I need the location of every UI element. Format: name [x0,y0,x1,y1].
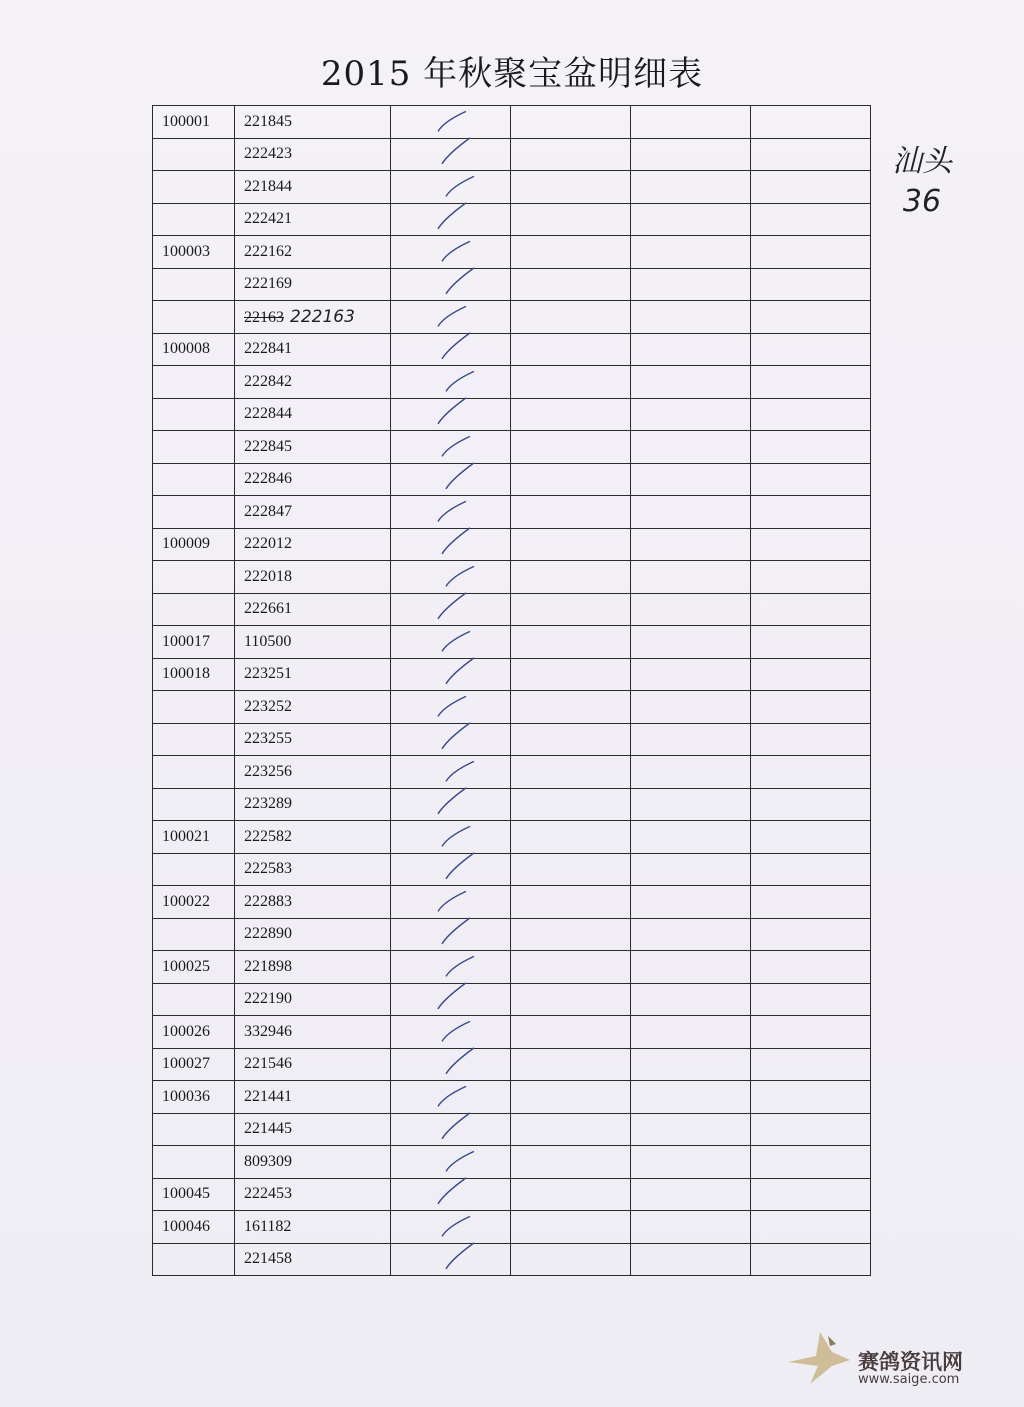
blank-cell [751,366,871,399]
blank-cell [631,1016,751,1049]
group-id-cell [153,203,235,236]
ring-number-cell: 222423 [235,138,391,171]
group-id-cell: 100025 [153,951,235,984]
blank-cell [511,626,631,659]
table-row [153,983,871,1016]
blank-cell [631,593,751,626]
blank-cell [631,171,751,204]
blank-cell [511,788,631,821]
blank-cell [631,1178,751,1211]
table-row [153,463,871,496]
blank-cell [391,723,511,756]
blank-cell [391,658,511,691]
document-title: 2015 年秋聚宝盆明细表 [320,54,704,94]
blank-cell [511,301,631,334]
blank-cell [511,528,631,561]
table-row [153,398,871,431]
ring-number-cell: 222844 [235,398,391,431]
blank-cell [631,528,751,561]
blank-cell [511,723,631,756]
blank-cell [751,138,871,171]
blank-cell [391,1178,511,1211]
blank-cell [391,853,511,886]
blank-cell [631,1048,751,1081]
watermark-url: www.saige.com [858,1372,960,1387]
table-row [153,561,871,594]
blank-cell [631,1211,751,1244]
blank-cell [511,1243,631,1276]
blank-cell [511,203,631,236]
blank-cell [391,1016,511,1049]
table-row [153,1016,871,1049]
blank-cell [391,398,511,431]
blank-cell [391,431,511,464]
ring-number-cell: 222661 [235,593,391,626]
blank-cell [751,496,871,529]
ring-number-cell: 809309 [235,1146,391,1179]
blank-cell [511,886,631,919]
table-row [153,1048,871,1081]
group-id-cell [153,853,235,886]
blank-cell [391,626,511,659]
blank-cell [511,106,631,139]
blank-cell [511,1146,631,1179]
table-row [153,1178,871,1211]
blank-cell [631,301,751,334]
blank-cell [751,1243,871,1276]
table-row [153,268,871,301]
blank-cell [631,431,751,464]
blank-cell [631,983,751,1016]
blank-cell [631,886,751,919]
group-id-cell [153,301,235,334]
blank-cell [511,918,631,951]
ring-number-cell: 223252 [235,691,391,724]
ring-number-cell: 161182 [235,1211,391,1244]
ring-number-cell [235,301,391,334]
ring-number-cell: 221458 [235,1243,391,1276]
blank-cell [391,1081,511,1114]
blank-cell [511,756,631,789]
table-row [153,106,871,139]
ring-number-cell: 222846 [235,463,391,496]
blank-cell [751,1048,871,1081]
group-id-cell [153,366,235,399]
ring-number-cell: 221898 [235,951,391,984]
ring-number-cell: 223289 [235,788,391,821]
blank-cell [631,1081,751,1114]
detail-table [152,105,871,1276]
blank-cell [391,203,511,236]
blank-cell [391,593,511,626]
blank-cell [391,138,511,171]
ring-number-cell: 223255 [235,723,391,756]
group-id-cell: 100045 [153,1178,235,1211]
ring-number-cell: 222841 [235,333,391,366]
blank-cell [751,853,871,886]
blank-cell [631,203,751,236]
blank-cell [751,691,871,724]
blank-cell [511,593,631,626]
table-row [153,593,871,626]
blank-cell [511,171,631,204]
ring-number-cell: 222453 [235,1178,391,1211]
ring-number-cell: 222890 [235,918,391,951]
ring-number-cell: 221546 [235,1048,391,1081]
group-id-cell: 100017 [153,626,235,659]
group-id-cell [153,171,235,204]
blank-cell [391,1211,511,1244]
blank-cell [391,463,511,496]
blank-cell [751,1081,871,1114]
blank-cell [391,756,511,789]
table-row [153,853,871,886]
table-row [153,691,871,724]
blank-cell [631,1113,751,1146]
blank-cell [751,106,871,139]
group-id-cell [153,1113,235,1146]
table-row [153,1146,871,1179]
ring-number-cell: 221844 [235,171,391,204]
group-id-cell [153,593,235,626]
ring-number-cell: 222012 [235,528,391,561]
blank-cell [631,333,751,366]
blank-cell [511,333,631,366]
blank-cell [391,268,511,301]
table-body [153,106,871,1276]
blank-cell [751,203,871,236]
table-row [153,333,871,366]
blank-cell [631,106,751,139]
ring-number-cell: 221845 [235,106,391,139]
ring-number-cell: 222845 [235,431,391,464]
table-row [153,1211,871,1244]
blank-cell [511,1016,631,1049]
blank-cell [511,983,631,1016]
blank-cell [751,886,871,919]
blank-cell [391,1048,511,1081]
blank-cell [391,886,511,919]
ring-number-cell: 222018 [235,561,391,594]
group-id-cell [153,788,235,821]
blank-cell [511,268,631,301]
blank-cell [751,1016,871,1049]
blank-cell [391,106,511,139]
blank-cell [631,268,751,301]
table-row [153,203,871,236]
blank-cell [511,821,631,854]
table-row [153,886,871,919]
blank-cell [751,723,871,756]
ring-number-cell: 222842 [235,366,391,399]
struck-ring-number: 22163 [244,308,284,326]
blank-cell [511,1081,631,1114]
blank-cell [751,1113,871,1146]
table-row [153,496,871,529]
blank-cell [511,138,631,171]
blank-cell [631,853,751,886]
group-id-cell [153,983,235,1016]
blank-cell [751,171,871,204]
blank-cell [511,951,631,984]
ring-number-cell: 222190 [235,983,391,1016]
blank-cell [511,496,631,529]
group-id-cell [153,431,235,464]
blank-cell [631,561,751,594]
table-row [153,626,871,659]
group-id-cell: 100027 [153,1048,235,1081]
blank-cell [391,561,511,594]
blank-cell [391,366,511,399]
ring-number-cell: 222162 [235,236,391,269]
group-id-cell: 100009 [153,528,235,561]
blank-cell [511,658,631,691]
blank-cell [391,1146,511,1179]
handwritten-margin-note [892,142,952,222]
blank-cell [631,463,751,496]
blank-cell [511,561,631,594]
ring-number-cell: 222169 [235,268,391,301]
group-id-cell [153,691,235,724]
blank-cell [751,1146,871,1179]
blank-cell [511,398,631,431]
table-row [153,431,871,464]
blank-cell [631,691,751,724]
blank-cell [751,918,871,951]
table-row [153,366,871,399]
blank-cell [511,236,631,269]
blank-cell [631,821,751,854]
blank-cell [751,951,871,984]
ring-number-cell: 221445 [235,1113,391,1146]
blank-cell [751,626,871,659]
blank-cell [511,1113,631,1146]
group-id-cell: 100018 [153,658,235,691]
group-id-cell [153,756,235,789]
table-row [153,1243,871,1276]
blank-cell [511,1048,631,1081]
blank-cell [751,528,871,561]
table-row [153,821,871,854]
group-id-cell: 100021 [153,821,235,854]
group-id-cell: 100008 [153,333,235,366]
blank-cell [631,138,751,171]
blank-cell [391,496,511,529]
ring-number-cell: 223251 [235,658,391,691]
blank-cell [751,236,871,269]
table-row [153,658,871,691]
group-id-cell [153,138,235,171]
blank-cell [751,301,871,334]
blank-cell [631,626,751,659]
blank-cell [391,1113,511,1146]
blank-cell [511,853,631,886]
blank-cell [631,1146,751,1179]
group-id-cell [153,268,235,301]
table-row [153,1113,871,1146]
margin-note-line2: 36 [902,184,942,219]
blank-cell [391,691,511,724]
group-id-cell: 100001 [153,106,235,139]
ring-number-cell: 221441 [235,1081,391,1114]
table-row [153,1081,871,1114]
group-id-cell [153,463,235,496]
blank-cell [631,236,751,269]
table-row [153,171,871,204]
group-id-cell [153,1243,235,1276]
ring-number-cell: 223256 [235,756,391,789]
blank-cell [631,1243,751,1276]
blank-cell [631,756,751,789]
blank-cell [751,756,871,789]
table-row [153,236,871,269]
blank-cell [631,496,751,529]
blank-cell [631,723,751,756]
table-row [153,301,871,334]
table-row [153,788,871,821]
blank-cell [391,951,511,984]
table-row [153,951,871,984]
table-row [153,723,871,756]
table-row [153,138,871,171]
ring-number-cell: 222883 [235,886,391,919]
watermark-site-name: 赛鸽资讯网 [858,1350,963,1374]
blank-cell [391,1243,511,1276]
group-id-cell: 100046 [153,1211,235,1244]
blank-cell [511,691,631,724]
blank-cell [511,463,631,496]
blank-cell [511,431,631,464]
blank-cell [391,171,511,204]
group-id-cell [153,561,235,594]
blank-cell [631,366,751,399]
table-row [153,918,871,951]
blank-cell [631,658,751,691]
group-id-cell: 100003 [153,236,235,269]
handwritten-correction: 222163 [290,306,355,327]
table-row [153,756,871,789]
blank-cell [511,1178,631,1211]
ring-number-cell: 222583 [235,853,391,886]
group-id-cell [153,723,235,756]
ring-number-cell: 110500 [235,626,391,659]
blank-cell [751,431,871,464]
blank-cell [751,1178,871,1211]
blank-cell [391,918,511,951]
group-id-cell [153,1146,235,1179]
group-id-cell [153,918,235,951]
blank-cell [391,821,511,854]
table-row [153,528,871,561]
blank-cell [391,333,511,366]
blank-cell [511,366,631,399]
blank-cell [751,821,871,854]
blank-cell [391,236,511,269]
blank-cell [511,1211,631,1244]
blank-cell [751,1211,871,1244]
blank-cell [631,398,751,431]
margin-note-line1: 汕头 [892,144,952,179]
blank-cell [631,951,751,984]
ring-number-cell: 222421 [235,203,391,236]
group-id-cell [153,398,235,431]
blank-cell [391,301,511,334]
blank-cell [631,788,751,821]
blank-cell [751,268,871,301]
blank-cell [751,398,871,431]
blank-cell [391,788,511,821]
blank-cell [751,983,871,1016]
blank-cell [391,528,511,561]
group-id-cell: 100026 [153,1016,235,1049]
blank-cell [751,463,871,496]
ring-number-cell: 222847 [235,496,391,529]
blank-cell [631,918,751,951]
blank-cell [751,561,871,594]
ring-number-cell: 332946 [235,1016,391,1049]
ring-number-cell: 222582 [235,821,391,854]
blank-cell [751,788,871,821]
blank-cell [751,593,871,626]
blank-cell [751,658,871,691]
group-id-cell: 100036 [153,1081,235,1114]
group-id-cell: 100022 [153,886,235,919]
blank-cell [751,333,871,366]
blank-cell [391,983,511,1016]
group-id-cell [153,496,235,529]
